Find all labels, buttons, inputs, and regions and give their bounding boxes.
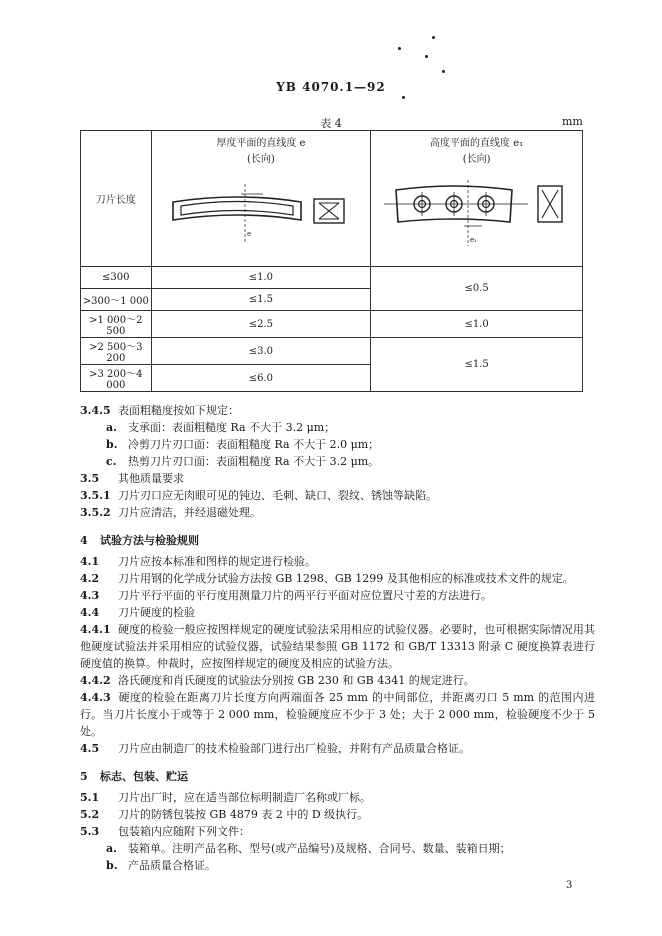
thickness-title: 厚度平面的直线度 e xyxy=(216,138,306,149)
length-cell: ≤300 xyxy=(81,267,152,289)
length-cell: >300～1 000 xyxy=(81,289,152,311)
height-diagram xyxy=(382,180,572,252)
clause-3-4-5-a: a. 支承面：表面粗糙度 Ra 不大于 3.2 μm； xyxy=(106,421,336,434)
clause-5-3: 5.3 包装箱内应随附下列文件： xyxy=(80,825,250,838)
clause-4-4-3: 4.4.3 硬度的检验在距离刀片长度方向两端面各 25 mm 的中间部位，并距离刃口 5 mm 的范围内进行。当刀片长度小于或等于 2 000 mm，检验硬度应不少于 3 处；大于 2 000 mm，检验硬度不少于 5 处。 xyxy=(80,691,595,738)
clause-4-3: 4.3 刀片平行平面的平行度用测量刀片的两平行平面对应位置尺寸差的方法进行。 xyxy=(80,589,492,602)
clause-4-4-2: 4.4.2 洛氏硬度和肖氏硬度的试验法分别按 GB 230 和 GB 4341 的规定进行。 xyxy=(80,674,475,687)
thickness-cell: ≤2.5 xyxy=(151,311,371,338)
clause-3-5-2: 3.5.2 刀片应清洁，并经退磁处理。 xyxy=(80,506,261,519)
scan-speck xyxy=(442,70,445,73)
svg-text:e: e xyxy=(246,230,252,238)
thickness-cell: ≤6.0 xyxy=(151,365,371,392)
col-header-thickness xyxy=(151,131,371,267)
clause-3-4-5-b: b. 冷剪刀片刃口面：表面粗糙度 Ra 不大于 2.0 μm； xyxy=(106,438,380,451)
svg-text:e₁: e₁ xyxy=(469,236,477,244)
length-cell: >3 200～4 000 xyxy=(81,365,152,392)
thickness-cell: ≤1.0 xyxy=(151,267,371,289)
page-number: 3 xyxy=(566,880,573,891)
table-unit: mm xyxy=(562,115,583,128)
table-row xyxy=(81,267,583,289)
clause-3-5: 3.5 其他质量要求 xyxy=(80,472,184,485)
table-row xyxy=(81,311,583,338)
clause-5-3-a: a. 装箱单。注明产品名称、型号(或产品编号)及规格、合同号、数量、装箱日期； xyxy=(106,842,511,855)
clause-3-4-5-c: c. 热剪刀片刃口面：表面粗糙度 Ra 不大于 3.2 μm。 xyxy=(106,455,380,468)
clause-5-1: 5.1 刀片出厂时，应在适当部位标明制造厂名称或厂标。 xyxy=(80,791,371,804)
clause-4-4: 4.4 刀片硬度的检验 xyxy=(80,606,195,619)
height-cell: ≤1.0 xyxy=(371,311,583,338)
thickness-cell: ≤1.5 xyxy=(151,289,371,311)
scan-speck xyxy=(402,96,405,99)
scan-speck xyxy=(425,55,428,58)
height-cell: ≤1.5 xyxy=(371,338,583,392)
clause-5-3-b: b. 产品质量合格证。 xyxy=(106,859,216,872)
section-5-heading: 5 标志、包装、贮运 xyxy=(80,770,188,783)
clause-4-5: 4.5 刀片应由制造厂的技术检验部门进行出厂检验，并附有产品质量合格证。 xyxy=(80,742,470,755)
height-sub: (长向) xyxy=(462,154,491,165)
length-cell: >1 000～2 500 xyxy=(81,311,152,338)
clause-5-2: 5.2 刀片的防锈包装按 GB 4879 表 2 中的 D 级执行。 xyxy=(80,808,369,821)
standard-number-header: YB 4070.1—92 xyxy=(276,80,386,94)
height-title: 高度平面的直线度 e₁ xyxy=(430,138,524,149)
clause-4-2: 4.2 刀片用钢的化学成分试验方法按 GB 1298、GB 1299 及其他相应的标准或技术文件的规定。 xyxy=(80,572,574,585)
clause-3-5-1: 3.5.1 刀片刃口应无肉眼可见的钝边、毛刺、缺口、裂纹、锈蚀等缺陷。 xyxy=(80,489,437,502)
thickness-diagram xyxy=(171,184,351,246)
row-header-blade-length: 刀片长度 xyxy=(81,131,152,267)
clause-3-4-5: 3.4.5 表面粗糙度按如下规定： xyxy=(80,404,239,417)
height-cell: ≤0.5 xyxy=(371,267,583,311)
clause-4-1: 4.1 刀片应按本标准和图样的规定进行检验。 xyxy=(80,555,316,568)
length-cell: >2 500～3 200 xyxy=(81,338,152,365)
clause-4-4-1: 4.4.1 硬度的检验一般应按图样规定的硬度试验法采用相应的试验仪器。必要时，也可根据实际情况用其他硬度试验法并采用相应的试验仪器，试验结果参照 GB 1172 和 GB/T 13313 附录 C 硬度换算表进行硬度值的换算。仲裁时，应按图样规定的硬度及相应的试验方法。 xyxy=(80,623,595,670)
col-header-height xyxy=(371,131,583,267)
thickness-sub: (长向) xyxy=(246,154,275,165)
table-row xyxy=(81,338,583,365)
straightness-table xyxy=(80,130,583,392)
scan-speck xyxy=(432,36,435,39)
table-caption: 表 4 xyxy=(320,117,342,130)
section-4-heading: 4 试验方法与检验规则 xyxy=(80,534,199,547)
scan-speck xyxy=(398,47,401,50)
thickness-cell: ≤3.0 xyxy=(151,338,371,365)
body-text xyxy=(80,402,595,874)
